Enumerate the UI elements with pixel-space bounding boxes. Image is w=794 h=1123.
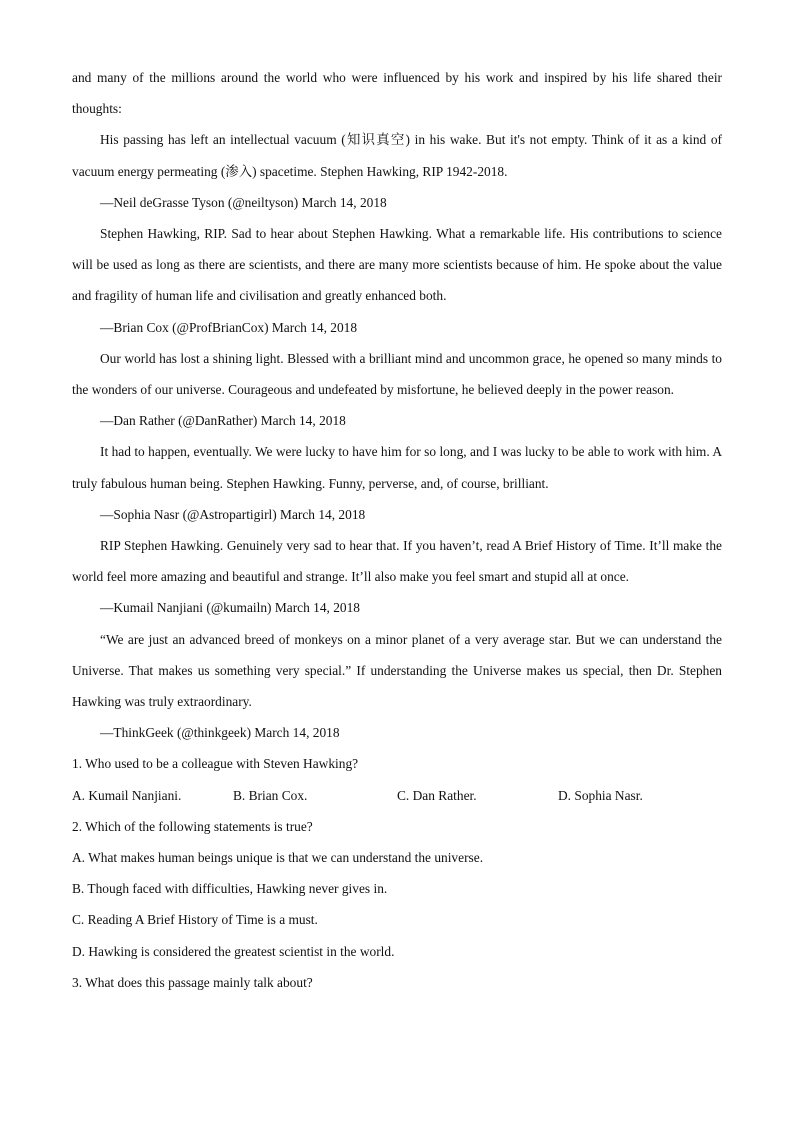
tweet-text-dan-rather: Our world has lost a shining light. Blessed with a brilliant mind and uncommon grace, he opened so many minds to the wonders of our universe. Courageous and undefeated by misfortune, he believed deeply in the power reason.: [72, 350, 722, 398]
tweet-text-neil-tyson: His passing has left an intellectual vacuum (知识真空) in his wake. But it's not empty. Think of it as a kind of vacuum energy permeating (渗入) spacetime. Stephen Hawking, RIP 1942-2018.: [72, 132, 722, 179]
question-2-option-d: D. Hawking is considered the greatest scientist in the world.: [72, 943, 395, 959]
question-2-option-c: C. Reading A Brief History of Time is a must.: [72, 912, 318, 928]
question-2-option-a: A. What makes human beings unique is that we can understand the universe.: [72, 850, 484, 866]
tweet-signature-brian-cox: —Brian Cox (@ProfBrianCox) March 14, 2018: [100, 319, 358, 335]
question-3-stem: 3. What does this passage mainly talk about?: [72, 974, 313, 990]
intro-paragraph: and many of the millions around the world who were influenced by his work and inspired by his life shared their thoughts:: [72, 70, 722, 117]
tweet-text-kumail-nanjiani: RIP Stephen Hawking. Genuinely very sad to hear that. If you haven’t, read A Brief History of Time. It’ll make the world feel more amazing and beautiful and strange. It’ll also make you feel smart and stupid all at once.: [72, 538, 722, 585]
question-1-option-c: C. Dan Rather.: [397, 787, 477, 803]
question-1-option-d: D. Sophia Nasr.: [558, 787, 643, 803]
tweet-signature-thinkgeek: —ThinkGeek (@thinkgeek) March 14, 2018: [100, 725, 340, 741]
tweet-text-sophia-nasr: It had to happen, eventually. We were lucky to have him for so long, and I was lucky to be able to work with him. A truly fabulous human being. Stephen Hawking. Funny, perverse, and, of course, brilliant.: [72, 444, 722, 491]
document-page: [72, 62, 722, 998]
tweet-text-brian-cox: Stephen Hawking, RIP. Sad to hear about Stephen Hawking. What a remarkable life. His contributions to science will be used as long as there are scientists, and there are many more scientists because of him. He spoke about the value and fragility of human life and civilisation and greatly enhanced both.: [72, 226, 722, 304]
tweet-signature-dan-rather: —Dan Rather (@DanRather) March 14, 2018: [100, 413, 346, 429]
tweet-signature-neil-tyson: —Neil deGrasse Tyson (@neiltyson) March 14, 2018: [100, 194, 387, 210]
tweet-signature-kumail-nanjiani: —Kumail Nanjiani (@kumailn) March 14, 2018: [100, 600, 361, 616]
question-2-option-b: B. Though faced with difficulties, Hawking never gives in.: [72, 881, 388, 897]
question-2-stem: 2. Which of the following statements is true?: [72, 818, 313, 834]
question-1-option-b: B. Brian Cox.: [233, 787, 308, 803]
tweet-signature-sophia-nasr: —Sophia Nasr (@Astropartigirl) March 14, 2018: [100, 506, 366, 522]
question-1-stem: 1. Who used to be a colleague with Steven Hawking?: [72, 756, 359, 772]
question-1-options: [72, 780, 722, 811]
tweet-text-thinkgeek: “We are just an advanced breed of monkeys on a minor planet of a very average star. But we can understand the Universe. That makes us something very special.” If understanding the Universe makes us special, then Dr. Stephen Hawking was truly extraordinary.: [72, 631, 722, 710]
question-1-option-a: A. Kumail Nanjiani.: [72, 787, 182, 803]
